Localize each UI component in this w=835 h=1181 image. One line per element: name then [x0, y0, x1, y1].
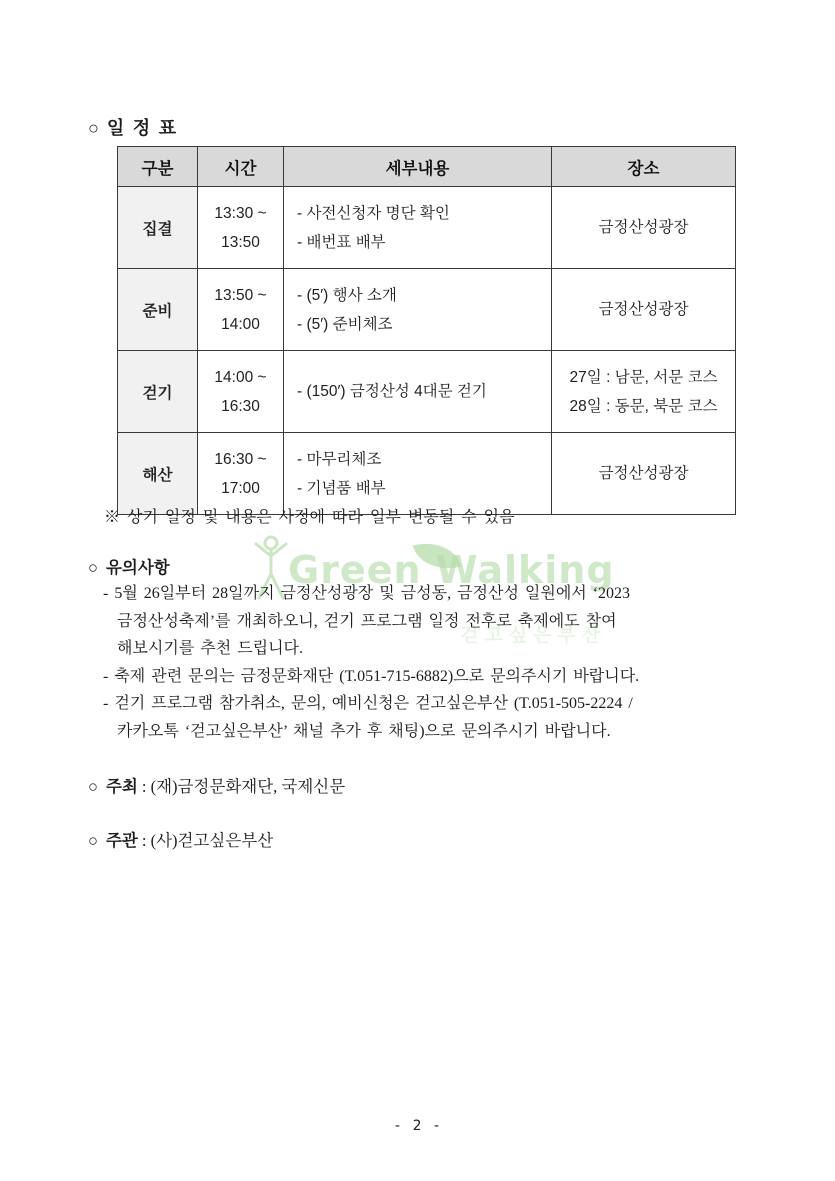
cell-time: 14:00 ~ 16:30	[198, 351, 284, 433]
organizer-label: 주관	[105, 831, 138, 850]
organizer-line	[88, 827, 273, 851]
schedule-section-title	[88, 114, 178, 140]
circle-marker: ○	[88, 118, 99, 138]
notices-section-title	[88, 554, 170, 578]
host-line	[88, 773, 345, 797]
cell-time: 13:50 ~ 14:00	[198, 269, 284, 351]
host-label: 주최	[105, 777, 138, 796]
circle-marker: ○	[88, 777, 98, 796]
cell-location: 금정산성광장	[552, 433, 736, 515]
circle-marker: ○	[88, 558, 98, 577]
page-number: - 2 -	[393, 1118, 442, 1134]
cell-location: 금정산성광장	[552, 269, 736, 351]
cell-details: - 마무리체조 - 기념품 배부	[284, 433, 552, 515]
cell-location: 금정산성광장	[552, 187, 736, 269]
schedule-note: ※ 상기 일정 및 내용은 사정에 따라 일부 변동될 수 있음	[104, 509, 515, 526]
page-title: 일 정 표	[106, 118, 179, 138]
watermark-subtext: 걷고싶은부산	[460, 625, 607, 646]
cell-category: 걷기	[118, 351, 198, 433]
cell-details: - (150′) 금정산성 4대문 걷기	[284, 351, 552, 433]
notice-line: - 5월 26일부터 28일까지 금정산성광장 및 금성동, 금정산성 일원에서 ‘2023	[103, 585, 631, 602]
cell-category: 준비	[118, 269, 198, 351]
header-category: 구분	[118, 147, 198, 187]
header-time: 시간	[198, 147, 284, 187]
cell-time: 13:30 ~ 13:50	[198, 187, 284, 269]
table-row	[118, 187, 736, 269]
cell-category: 집결	[118, 187, 198, 269]
watermark-text: Green Walking	[288, 548, 615, 592]
table-row	[118, 269, 736, 351]
notices-list	[103, 580, 735, 745]
cell-details: - (5′) 행사 소개 - (5′) 준비체조	[284, 269, 552, 351]
notice-line: - 걷기 프로그램 참가취소, 문의, 예비신청은 걷고싶은부산 (T.051-505-2224 /	[103, 695, 633, 712]
header-details: 세부내용	[284, 147, 552, 187]
header-location: 장소	[552, 147, 736, 187]
cell-category: 해산	[118, 433, 198, 515]
schedule-table	[117, 146, 736, 515]
notice-line: 해보시기를 추천 드립니다.	[117, 640, 304, 657]
notices-title-label: 유의사항	[105, 558, 170, 577]
host-value: : (재)금정문화재단, 국제신문	[141, 777, 346, 796]
notice-line: 금정산성축제’를 개최하오니, 걷기 프로그램 일정 전후로 축제에도 참여	[117, 612, 617, 630]
table-header-row	[118, 147, 736, 187]
organizer-value: : (사)걷고싶은부산	[141, 831, 274, 850]
circle-marker: ○	[88, 831, 98, 850]
table-row	[118, 351, 736, 433]
cell-location: 27일 : 남문, 서문 코스 28일 : 동문, 북문 코스	[552, 351, 736, 433]
cell-time: 16:30 ~ 17:00	[198, 433, 284, 515]
notice-line: - 축제 관련 문의는 금정문화재단 (T.051-715-6882)으로 문의주시기 바랍니다.	[103, 667, 640, 685]
table-row	[118, 433, 736, 515]
cell-details: - 사전신청자 명단 확인 - 배번표 배부	[284, 187, 552, 269]
notice-line: 카카오톡 ‘걷고싶은부산’ 채널 추가 후 채팅)으로 문의주시기 바랍니다.	[117, 722, 611, 740]
